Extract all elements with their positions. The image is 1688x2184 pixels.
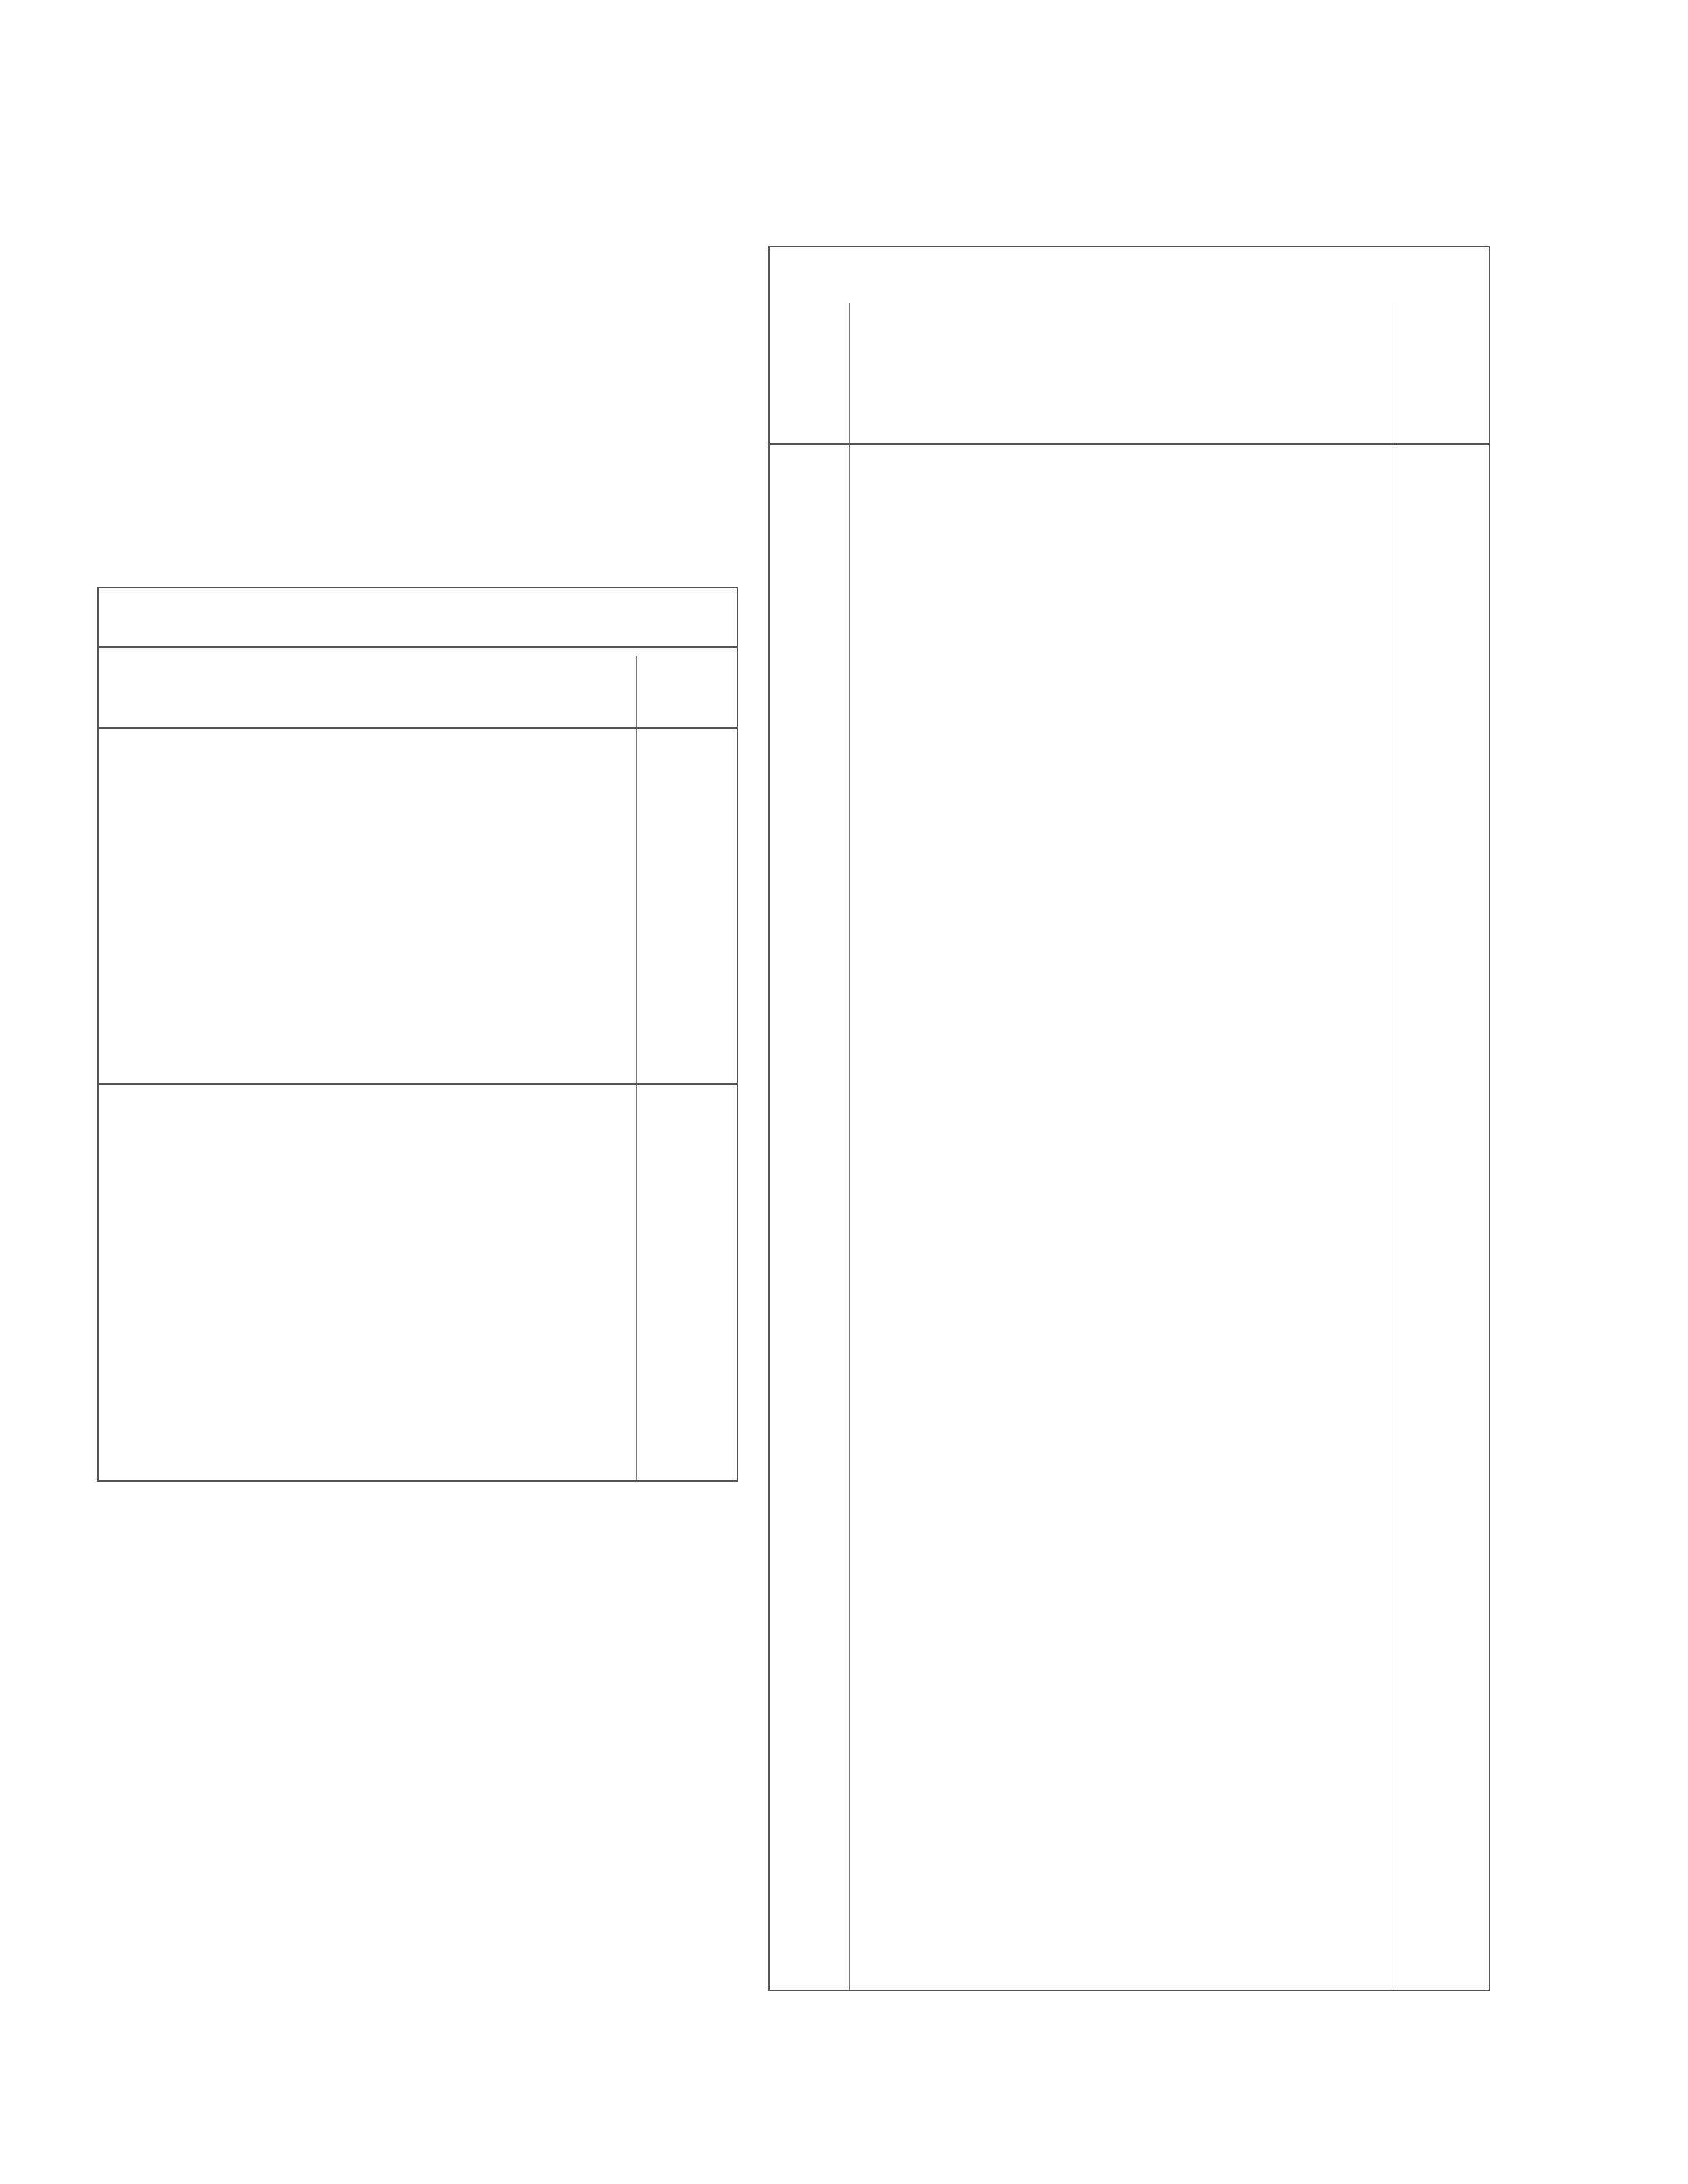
column-divider <box>636 656 637 1480</box>
divider <box>99 1083 737 1085</box>
divider <box>99 727 737 729</box>
column-divider <box>849 303 850 1990</box>
condenser-line-sizing-table <box>97 587 738 1482</box>
divider <box>99 646 737 648</box>
liquid-supply-line-sizing-table <box>768 246 1490 1991</box>
page-header <box>104 97 1587 147</box>
divider <box>770 443 1489 445</box>
